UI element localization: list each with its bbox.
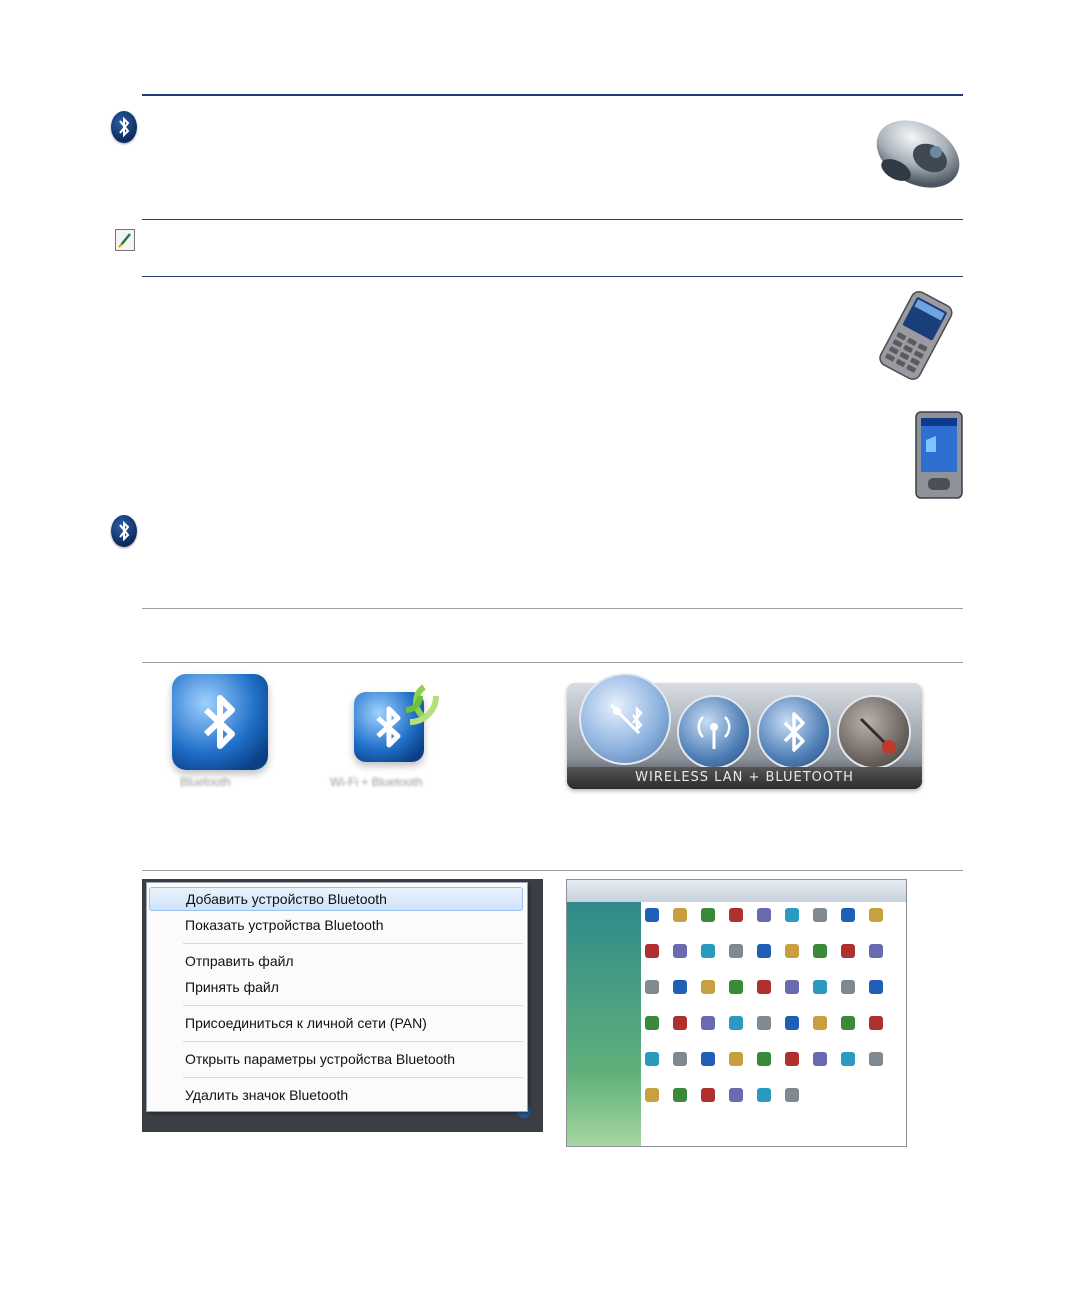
note-rule-top [142, 219, 963, 220]
control-panel-item-icon[interactable] [813, 980, 827, 994]
control-panel-item-icon[interactable] [785, 980, 799, 994]
control-panel-item-icon[interactable] [701, 944, 715, 958]
control-panel-item-icon[interactable] [673, 944, 687, 958]
control-panel-item-icon[interactable] [729, 908, 743, 922]
control-panel-item-icon[interactable] [757, 944, 771, 958]
control-panel-item-icon[interactable] [841, 908, 855, 922]
control-panel-item-icon[interactable] [757, 1088, 771, 1102]
control-panel-toolbar [567, 880, 906, 902]
control-panel-item-icon[interactable] [645, 980, 659, 994]
control-panel-item-icon[interactable] [785, 1088, 799, 1102]
wifi-bluetooth-app-label: Wi-Fi + Bluetooth [330, 775, 423, 789]
osd-caption: WIRELESS LAN + BLUETOOTH [567, 767, 922, 789]
control-panel-item-icon[interactable] [645, 1088, 659, 1102]
control-panel-item-icon[interactable] [673, 1016, 687, 1030]
control-panel-item-icon[interactable] [869, 944, 883, 958]
wireless-off-toggle[interactable] [837, 695, 911, 769]
control-panel-item-icon[interactable] [757, 980, 771, 994]
wireless-osd-bar [567, 683, 922, 789]
pda-icon [914, 410, 964, 500]
control-panel-item-icon[interactable] [869, 1052, 883, 1066]
control-panel-item-icon[interactable] [841, 1016, 855, 1030]
control-panel-item-icon[interactable] [869, 908, 883, 922]
control-panel-item-icon[interactable] [757, 1016, 771, 1030]
control-panel-item-icon[interactable] [729, 980, 743, 994]
wifi-waves-icon [396, 672, 446, 732]
control-panel-item-icon[interactable] [785, 908, 799, 922]
control-panel-item-icon[interactable] [785, 1016, 799, 1030]
control-panel-item-icon[interactable] [701, 1016, 715, 1030]
section-rule-3 [142, 870, 963, 871]
control-panel-item-icon[interactable] [841, 980, 855, 994]
control-panel-item-icon[interactable] [673, 908, 687, 922]
control-panel-item-icon[interactable] [673, 1052, 687, 1066]
control-panel-item-icon[interactable] [813, 1016, 827, 1030]
control-panel-item-icon[interactable] [813, 944, 827, 958]
control-panel-item-icon[interactable] [645, 908, 659, 922]
section-rule-1 [142, 608, 963, 609]
control-panel-item-icon[interactable] [645, 1052, 659, 1066]
section-rule-2 [142, 662, 963, 663]
control-panel-item-icon[interactable] [729, 1052, 743, 1066]
menu-separator [183, 1041, 523, 1042]
bluetooth-context-menu [146, 882, 528, 1112]
control-panel-item-icon[interactable] [869, 1016, 883, 1030]
control-panel-item-icon[interactable] [757, 1052, 771, 1066]
control-panel-item-icon[interactable] [841, 944, 855, 958]
control-panel-item-icon[interactable] [841, 1052, 855, 1066]
bluetooth-icon [111, 111, 137, 143]
wifi-bluetooth-toggle[interactable] [579, 673, 671, 765]
menu-item-show-devices[interactable]: Показать устройства Bluetooth [185, 917, 384, 933]
control-panel-item-icon[interactable] [785, 944, 799, 958]
top-rule [142, 94, 963, 96]
control-panel-item-icon[interactable] [729, 944, 743, 958]
bluetooth-app-icon [172, 674, 268, 770]
menu-item-open-settings[interactable]: Открыть параметры устройства Bluetooth [185, 1051, 456, 1067]
control-panel-item-icon[interactable] [673, 980, 687, 994]
menu-item-receive-file[interactable]: Принять файл [185, 979, 279, 995]
control-panel-item-icon[interactable] [729, 1016, 743, 1030]
wifi-toggle[interactable] [677, 695, 751, 769]
control-panel-item-icon[interactable] [645, 1016, 659, 1030]
control-panel-item-icon[interactable] [869, 980, 883, 994]
control-panel-item-icon[interactable] [757, 908, 771, 922]
bluetooth-icon [111, 515, 137, 547]
control-panel-item-icon[interactable] [701, 908, 715, 922]
control-panel-item-icon[interactable] [701, 980, 715, 994]
menu-separator [183, 943, 523, 944]
note-rule-bottom [142, 276, 963, 277]
wireless-mouse-icon [866, 112, 964, 198]
bluetooth-toggle[interactable] [757, 695, 831, 769]
menu-item-send-file[interactable]: Отправить файл [185, 953, 294, 969]
control-panel-screenshot [566, 879, 907, 1147]
control-panel-item-icon[interactable] [729, 1088, 743, 1102]
control-panel-item-icon[interactable] [785, 1052, 799, 1066]
menu-separator [183, 1005, 523, 1006]
control-panel-item-icon[interactable] [701, 1052, 715, 1066]
control-panel-item-icon[interactable] [813, 1052, 827, 1066]
control-panel-item-icon[interactable] [701, 1088, 715, 1102]
menu-separator [183, 1077, 523, 1078]
menu-item-remove-icon[interactable]: Удалить значок Bluetooth [185, 1087, 349, 1103]
control-panel-sidebar [567, 902, 641, 1146]
control-panel-item-icon[interactable] [813, 908, 827, 922]
smartphone-icon [866, 290, 964, 380]
bluetooth-app-label: Bluetooth [180, 775, 231, 789]
menu-item-add-device[interactable]: Добавить устройство Bluetooth [149, 887, 523, 911]
note-pencil-icon [115, 229, 135, 251]
control-panel-item-icon[interactable] [645, 944, 659, 958]
menu-item-join-pan[interactable]: Присоединиться к личной сети (PAN) [185, 1015, 427, 1031]
control-panel-item-icon[interactable] [673, 1088, 687, 1102]
